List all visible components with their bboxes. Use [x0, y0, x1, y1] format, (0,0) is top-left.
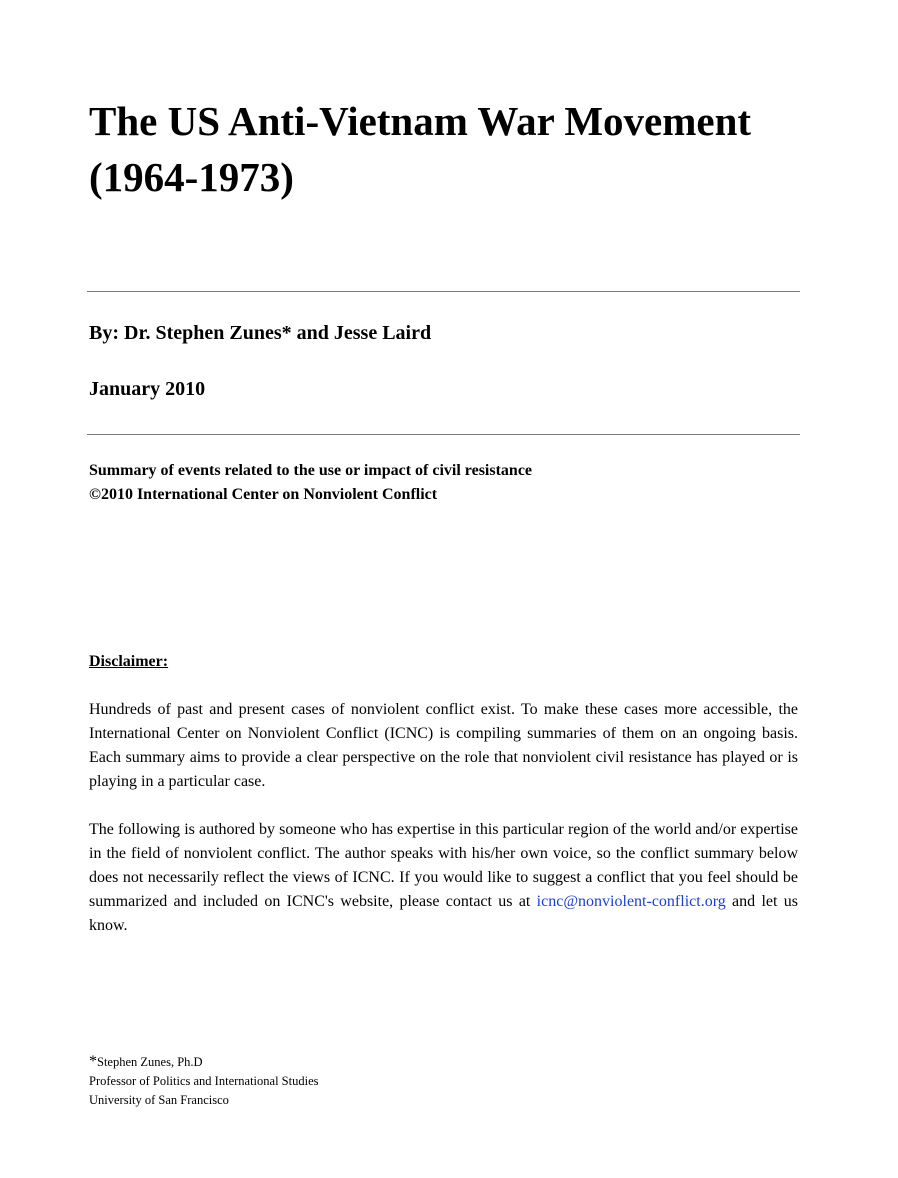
author-footnote [89, 1052, 318, 1110]
top-divider [87, 291, 800, 292]
footnote-name: Stephen Zunes, Ph.D [97, 1055, 203, 1069]
footnote-name-line [89, 1052, 318, 1072]
paragraph-2-text: The following is authored by someone who has expertise in this particular region of the world and/or expertise in the field of nonviolent conflict. The author speaks with his/her own voice, so the conflict summary below does not necessarily reflect the views of ICNC. If you would like to suggest a conflict that you feel should be summarized and included on ICNC's website, please contact us at [89, 821, 798, 910]
disclaimer-paragraph-1: Hundreds of past and present cases of nonviolent conflict exist. To make these cases more accessible, the International Center on Nonviolent Conflict (ICNC) is compiling summaries of them on an ongoing basis. Each summary aims to provide a clear perspective on the role that nonviolent civil resistance has played or is playing in a particular case. [89, 701, 798, 790]
contact-email-link[interactable]: icnc@nonviolent-conflict.org [536, 893, 726, 910]
footnote-position: Professor of Politics and International Studies [89, 1074, 319, 1088]
title-line-2: (1964-1973) [89, 154, 294, 200]
document-title [89, 93, 809, 205]
title-line-1: The US Anti-Vietnam War Movement [89, 98, 752, 144]
disclaimer-heading: Disclaimer: [89, 653, 169, 670]
footnote-institution: University of San Francisco [89, 1093, 229, 1107]
paragraph-2-ending: and let us know. [89, 893, 798, 934]
footnote-marker: * [89, 1053, 97, 1070]
summary-description: Summary of events related to the use or impact of civil resistance [89, 462, 533, 479]
author-byline: By: Dr. Stephen Zunes* and Jesse Laird [89, 322, 432, 344]
bottom-divider [87, 434, 800, 435]
disclaimer-paragraph-2 [89, 818, 798, 938]
copyright-notice: ©2010 International Center on Nonviolent Conflict [89, 486, 438, 503]
publication-date: January 2010 [89, 378, 206, 400]
summary-block [89, 459, 532, 507]
